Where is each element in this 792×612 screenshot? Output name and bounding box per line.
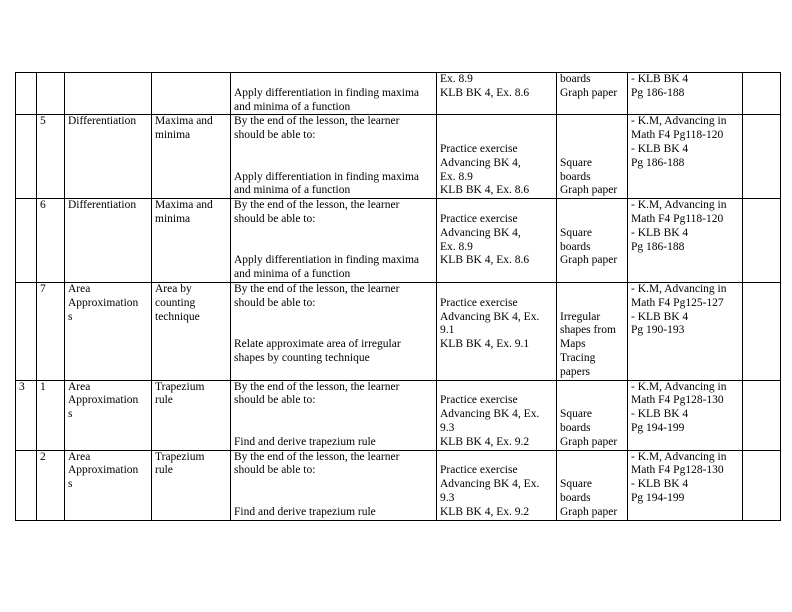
topic-line: Approximation — [68, 464, 139, 477]
activities-line: KLB BK 4, Ex. 8.6 — [440, 86, 530, 99]
objectives-cell — [231, 199, 437, 283]
references-line: - KLB BK 4 — [631, 226, 689, 239]
activities-line: 9.3 — [440, 491, 455, 504]
objectives-line: By the end of the lesson, the learner — [234, 115, 400, 128]
remarks-cell — [743, 380, 781, 450]
lesson-cell — [37, 282, 65, 380]
objectives-line: By the end of the lesson, the learner — [234, 380, 400, 393]
table-row — [16, 380, 781, 450]
activities-line — [440, 451, 553, 465]
resources-line: Tracing — [560, 351, 596, 364]
objectives-cell — [231, 282, 437, 380]
subtopic-cell — [152, 73, 231, 115]
objectives-line: Apply differentiation in finding maxima — [234, 86, 420, 99]
activities-line: 9.3 — [440, 421, 455, 434]
activities-line: Ex. 8.9 — [440, 240, 473, 253]
activities-cell — [437, 73, 557, 115]
resources-line: boards — [560, 170, 591, 183]
resources-line — [560, 199, 624, 213]
subtopic-line: Maxima and — [155, 115, 213, 128]
objectives-line — [234, 73, 433, 87]
subtopic-line: Trapezium — [155, 380, 205, 393]
resources-line — [560, 297, 624, 311]
remarks-cell — [743, 450, 781, 520]
lesson-cell — [37, 73, 65, 115]
lesson-cell — [37, 199, 65, 283]
topic-cell — [65, 115, 152, 199]
activities-line: Practice exercise — [440, 212, 518, 225]
topic-line: Area — [68, 380, 91, 393]
activities-line: Ex. 8.9 — [440, 73, 473, 85]
resources-line: Irregular — [560, 310, 601, 323]
activities-line — [440, 115, 553, 129]
resources-line: boards — [560, 73, 591, 85]
activities-cell — [437, 450, 557, 520]
objectives-line: shapes by counting technique — [234, 351, 370, 364]
resources-line: shapes from — [560, 324, 616, 337]
objectives-line — [234, 324, 433, 338]
resources-line: Square — [560, 478, 592, 491]
resources-line: boards — [560, 421, 591, 434]
references-line: Pg 194-199 — [631, 491, 685, 504]
references-cell — [628, 282, 743, 380]
references-line: - KLB BK 4 — [631, 142, 689, 155]
resources-line — [560, 464, 624, 478]
subtopic-line: Maxima and — [155, 199, 213, 212]
subtopic-line: minima — [155, 212, 191, 225]
resources-line: Graph paper — [560, 254, 618, 267]
activities-line: Advancing BK 4, — [440, 156, 521, 169]
topic-line: Approximation — [68, 296, 139, 309]
subtopic-line: Area by — [155, 282, 192, 295]
objectives-line: Find and derive trapezium rule — [234, 435, 376, 448]
references-line: - K.M, Advancing in — [631, 450, 727, 463]
resources-line: Maps — [560, 338, 586, 351]
remarks-cell — [743, 282, 781, 380]
objectives-cell — [231, 73, 437, 115]
objectives-cell — [231, 115, 437, 199]
subtopic-cell — [152, 199, 231, 283]
references-line: Pg 186-188 — [631, 156, 685, 169]
references-line: Math F4 Pg128-130 — [631, 394, 724, 407]
resources-line — [560, 394, 624, 408]
activities-line: Advancing BK 4, Ex. — [440, 310, 540, 323]
objectives-line — [234, 422, 433, 436]
objectives-line: Relate approximate area of irregular — [234, 338, 401, 351]
resources-line — [560, 143, 624, 157]
lesson-text: 2 — [40, 450, 46, 463]
subtopic-cell — [152, 115, 231, 199]
resources-line — [560, 381, 624, 395]
objectives-line: should be able to: — [234, 464, 316, 477]
activities-line: Advancing BK 4, Ex. — [440, 478, 540, 491]
week-cell — [16, 450, 37, 520]
activities-line: 9.1 — [440, 324, 455, 337]
references-cell — [628, 450, 743, 520]
activities-cell — [437, 282, 557, 380]
subtopic-cell — [152, 450, 231, 520]
resources-cell — [557, 380, 628, 450]
activities-line: KLB BK 4, Ex. 8.6 — [440, 184, 530, 197]
topic-cell — [65, 380, 152, 450]
resources-line: boards — [560, 491, 591, 504]
resources-line: Graph paper — [560, 435, 618, 448]
objectives-cell — [231, 380, 437, 450]
references-line: - K.M, Advancing in — [631, 380, 727, 393]
activities-cell — [437, 199, 557, 283]
objectives-cell — [231, 450, 437, 520]
resources-line: Graph paper — [560, 184, 618, 197]
topic-line: s — [68, 408, 73, 421]
activities-line — [440, 381, 553, 395]
activities-line: KLB BK 4, Ex. 9.2 — [440, 435, 530, 448]
activities-line: KLB BK 4, Ex. 9.2 — [440, 505, 530, 518]
scheme-of-work-table — [15, 72, 781, 521]
objectives-line: Apply differentiation in finding maxima — [234, 170, 420, 183]
objectives-line: should be able to: — [234, 129, 316, 142]
references-line: Math F4 Pg128-130 — [631, 464, 724, 477]
activities-line: Ex. 8.9 — [440, 170, 473, 183]
references-line: Pg 190-193 — [631, 324, 685, 337]
subtopic-line: Trapezium — [155, 450, 205, 463]
objectives-line — [234, 311, 433, 325]
references-line: - KLB BK 4 — [631, 408, 689, 421]
objectives-line — [234, 492, 433, 506]
resources-line: Square — [560, 226, 592, 239]
lesson-text: 5 — [40, 115, 46, 128]
objectives-line: should be able to: — [234, 394, 316, 407]
lesson-cell — [37, 115, 65, 199]
remarks-cell — [743, 115, 781, 199]
week-cell — [16, 199, 37, 283]
resources-line: Graph paper — [560, 86, 618, 99]
references-cell — [628, 73, 743, 115]
week-cell — [16, 380, 37, 450]
topic-cell — [65, 73, 152, 115]
topic-line: Area — [68, 282, 91, 295]
activities-line — [440, 199, 553, 213]
table-row — [16, 199, 781, 283]
activities-cell — [437, 115, 557, 199]
topic-cell — [65, 199, 152, 283]
references-cell — [628, 380, 743, 450]
objectives-line: and minima of a function — [234, 100, 351, 113]
topic-line: Differentiation — [68, 115, 137, 128]
resources-line: papers — [560, 365, 591, 378]
topic-line: Area — [68, 450, 91, 463]
subtopic-line: rule — [155, 464, 173, 477]
objectives-line: By the end of the lesson, the learner — [234, 199, 400, 212]
resources-line — [560, 213, 624, 227]
subtopic-line: rule — [155, 394, 173, 407]
resources-line: boards — [560, 240, 591, 253]
references-cell — [628, 115, 743, 199]
resources-cell — [557, 199, 628, 283]
references-line: Math F4 Pg125-127 — [631, 296, 724, 309]
resources-line — [560, 451, 624, 465]
objectives-line — [234, 478, 433, 492]
topic-line: s — [68, 310, 73, 323]
week-text: 3 — [19, 380, 25, 393]
lesson-text: 6 — [40, 199, 46, 212]
resources-cell — [557, 115, 628, 199]
table-row — [16, 450, 781, 520]
resources-line: Graph paper — [560, 505, 618, 518]
resources-cell — [557, 450, 628, 520]
objectives-line — [234, 227, 433, 241]
topic-line: Approximation — [68, 394, 139, 407]
resources-line: Square — [560, 156, 592, 169]
resources-cell — [557, 73, 628, 115]
objectives-line: By the end of the lesson, the learner — [234, 282, 400, 295]
objectives-line: Apply differentiation in finding maxima — [234, 254, 420, 267]
topic-line: Differentiation — [68, 199, 137, 212]
activities-line — [440, 283, 553, 297]
objectives-line: and minima of a function — [234, 184, 351, 197]
references-line: Math F4 Pg118-120 — [631, 212, 724, 225]
week-cell — [16, 115, 37, 199]
resources-cell — [557, 282, 628, 380]
activities-line — [440, 129, 553, 143]
topic-line: s — [68, 478, 73, 491]
lesson-cell — [37, 380, 65, 450]
objectives-line — [234, 143, 433, 157]
objectives-line: By the end of the lesson, the learner — [234, 450, 400, 463]
activities-line: Practice exercise — [440, 464, 518, 477]
references-line: - KLB BK 4 — [631, 478, 689, 491]
activities-line: KLB BK 4, Ex. 8.6 — [440, 254, 530, 267]
resources-line — [560, 283, 624, 297]
references-line: - KLB BK 4 — [631, 310, 689, 323]
subtopic-cell — [152, 380, 231, 450]
objectives-line — [234, 241, 433, 255]
subtopic-line: minima — [155, 129, 191, 142]
subtopic-line: counting — [155, 296, 196, 309]
references-cell — [628, 199, 743, 283]
objectives-line: should be able to: — [234, 296, 316, 309]
references-line: Pg 194-199 — [631, 421, 685, 434]
table-row — [16, 282, 781, 380]
activities-line: KLB BK 4, Ex. 9.1 — [440, 338, 530, 351]
activities-line: Advancing BK 4, — [440, 226, 521, 239]
lesson-text: 1 — [40, 380, 46, 393]
references-line: - K.M, Advancing in — [631, 282, 727, 295]
table-row — [16, 115, 781, 199]
objectives-line — [234, 157, 433, 171]
activities-cell — [437, 380, 557, 450]
topic-cell — [65, 282, 152, 380]
resources-line: Square — [560, 408, 592, 421]
references-line: Math F4 Pg118-120 — [631, 129, 724, 142]
week-cell — [16, 282, 37, 380]
remarks-cell — [743, 199, 781, 283]
subtopic-line: technique — [155, 310, 200, 323]
resources-line — [560, 129, 624, 143]
objectives-line: Find and derive trapezium rule — [234, 505, 376, 518]
references-line: - K.M, Advancing in — [631, 115, 727, 128]
topic-cell — [65, 450, 152, 520]
table-row — [16, 73, 781, 115]
objectives-line: and minima of a function — [234, 268, 351, 281]
activities-line: Advancing BK 4, Ex. — [440, 408, 540, 421]
subtopic-cell — [152, 282, 231, 380]
references-line: Pg 186-188 — [631, 86, 685, 99]
activities-line: Practice exercise — [440, 296, 518, 309]
activities-line: Practice exercise — [440, 394, 518, 407]
activities-line: Practice exercise — [440, 142, 518, 155]
week-cell — [16, 73, 37, 115]
references-line: - K.M, Advancing in — [631, 199, 727, 212]
references-line: Pg 186-188 — [631, 240, 685, 253]
resources-line — [560, 115, 624, 129]
lesson-text: 7 — [40, 282, 46, 295]
objectives-line — [234, 408, 433, 422]
table-body — [16, 73, 781, 521]
references-line: - KLB BK 4 — [631, 73, 689, 85]
objectives-line: should be able to: — [234, 212, 316, 225]
lesson-cell — [37, 450, 65, 520]
remarks-cell — [743, 73, 781, 115]
